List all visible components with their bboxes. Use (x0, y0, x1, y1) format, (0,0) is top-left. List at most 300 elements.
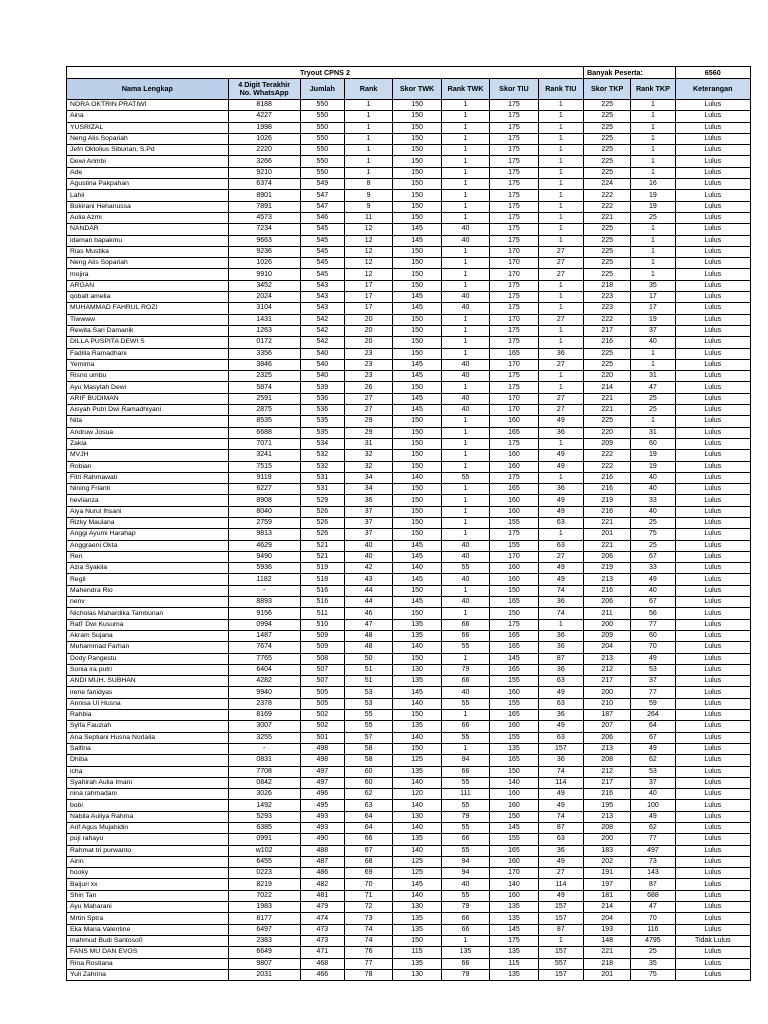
table-row (67, 438, 751, 449)
header-tiu-score: Skor TIU (490, 79, 538, 100)
cell-twk-score: 140 (393, 642, 441, 653)
cell-total: 539 (300, 382, 344, 393)
cell-status: Lulus (675, 405, 751, 416)
cell-tkp-score: 223 (583, 292, 630, 303)
cell-status: Lulus (675, 529, 751, 540)
cell-whatsapp: 1431 (228, 314, 300, 325)
cell-twk-score: 150 (393, 348, 441, 359)
cell-twk-rank: 40 (441, 574, 489, 585)
table-row (67, 405, 751, 416)
cell-tiu-score: 175 (490, 303, 538, 314)
cell-tkp-score: 221 (583, 405, 630, 416)
cell-twk-rank: 1 (441, 167, 489, 178)
cell-twk-score: 150 (393, 100, 441, 111)
cell-twk-score: 135 (393, 676, 441, 687)
cell-tkp-rank: 40 (631, 484, 675, 495)
cell-total: 496 (300, 789, 344, 800)
cell-status: Lulus (675, 258, 751, 269)
cell-tkp-score: 210 (583, 698, 630, 709)
cell-tiu-rank: 49 (538, 721, 583, 732)
cell-status: Lulus (675, 438, 751, 449)
cell-tiu-score: 175 (490, 235, 538, 246)
table-row (67, 529, 751, 540)
cell-tkp-rank: 1 (631, 100, 675, 111)
cell-whatsapp: 0831 (228, 755, 300, 766)
cell-whatsapp: 8901 (228, 190, 300, 201)
cell-twk-rank: 1 (441, 506, 489, 517)
cell-twk-score: 140 (393, 800, 441, 811)
cell-whatsapp: 6497 (228, 924, 300, 935)
cell-name: Annisa Ul Husna (67, 698, 229, 709)
cell-status: Lulus (675, 755, 751, 766)
cell-tiu-rank: 36 (538, 484, 583, 495)
cell-name: nina rahmadani (67, 789, 229, 800)
cell-tkp-score: 223 (583, 303, 630, 314)
cell-status: Lulus (675, 359, 751, 370)
cell-tiu-score: 175 (490, 371, 538, 382)
cell-name: mojira (67, 269, 229, 280)
cell-tkp-score: 201 (583, 529, 630, 540)
cell-name: Sylfa Fauziah (67, 721, 229, 732)
cell-rank: 78 (344, 969, 392, 980)
cell-tiu-rank: 49 (538, 789, 583, 800)
cell-twk-rank: 1 (441, 269, 489, 280)
cell-rank: 58 (344, 743, 392, 754)
table-row (67, 292, 751, 303)
table-row (67, 800, 751, 811)
cell-name: Rizky Maulana (67, 517, 229, 528)
cell-tkp-score: 213 (583, 574, 630, 585)
cell-whatsapp: 7674 (228, 642, 300, 653)
cell-twk-rank: 1 (441, 382, 489, 393)
cell-tkp-rank: 49 (631, 653, 675, 664)
cell-status: Lulus (675, 868, 751, 879)
sheet-title: Tryout CPNS 2 (67, 67, 584, 79)
cell-tkp-score: 204 (583, 913, 630, 924)
cell-tkp-score: 200 (583, 687, 630, 698)
cell-total: 486 (300, 868, 344, 879)
cell-tkp-score: 197 (583, 879, 630, 890)
cell-tiu-score: 175 (490, 337, 538, 348)
cell-tiu-rank: 1 (538, 619, 583, 630)
cell-twk-score: 140 (393, 890, 441, 901)
cell-tiu-score: 135 (490, 913, 538, 924)
cell-tiu-score: 160 (490, 495, 538, 506)
cell-twk-score: 135 (393, 913, 441, 924)
cell-tiu-score: 145 (490, 924, 538, 935)
cell-rank: 37 (344, 529, 392, 540)
cell-total: 535 (300, 427, 344, 438)
cell-tiu-rank: 63 (538, 834, 583, 845)
cell-twk-score: 150 (393, 608, 441, 619)
cell-tkp-score: 221 (583, 947, 630, 958)
table-row (67, 777, 751, 788)
cell-tiu-rank: 74 (538, 585, 583, 596)
cell-tiu-rank: 36 (538, 427, 583, 438)
cell-total: 474 (300, 913, 344, 924)
cell-tkp-rank: 40 (631, 789, 675, 800)
cell-twk-rank: 1 (441, 935, 489, 946)
cell-tkp-score: 204 (583, 642, 630, 653)
cell-twk-rank: 1 (441, 348, 489, 359)
cell-total: 507 (300, 676, 344, 687)
cell-twk-rank: 1 (441, 122, 489, 133)
cell-tkp-score: 209 (583, 438, 630, 449)
cell-tiu-score: 150 (490, 811, 538, 822)
cell-status: Lulus (675, 190, 751, 201)
header-row (67, 79, 751, 100)
cell-tkp-rank: 116 (631, 924, 675, 935)
cell-total: 508 (300, 653, 344, 664)
cell-twk-rank: 79 (441, 902, 489, 913)
table-row (67, 935, 751, 946)
cell-twk-score: 140 (393, 732, 441, 743)
cell-tkp-rank: 40 (631, 585, 675, 596)
cell-tiu-rank: 1 (538, 438, 583, 449)
cell-total: 542 (300, 314, 344, 325)
cell-rank: 44 (344, 597, 392, 608)
cell-tiu-rank: 1 (538, 280, 583, 291)
cell-twk-rank: 40 (441, 303, 489, 314)
cell-tiu-rank: 27 (538, 359, 583, 370)
cell-tkp-rank: 25 (631, 540, 675, 551)
cell-tkp-score: 225 (583, 359, 630, 370)
table-row (67, 133, 751, 144)
cell-total: 498 (300, 743, 344, 754)
cell-tkp-rank: 75 (631, 529, 675, 540)
cell-name: Agustina Pakpahan (67, 179, 229, 190)
table-row (67, 325, 751, 336)
cell-tiu-rank: 87 (538, 924, 583, 935)
cell-twk-rank: 1 (441, 484, 489, 495)
cell-total: 468 (300, 958, 344, 969)
cell-tiu-score: 135 (490, 969, 538, 980)
cell-rank: 1 (344, 111, 392, 122)
cell-tkp-score: 219 (583, 495, 630, 506)
cell-twk-rank: 1 (441, 495, 489, 506)
cell-rank: 42 (344, 563, 392, 574)
cell-tiu-score: 165 (490, 642, 538, 653)
cell-rank: 9 (344, 201, 392, 212)
cell-status: Lulus (675, 890, 751, 901)
cell-name: Regil (67, 574, 229, 585)
cell-tkp-score: 187 (583, 710, 630, 721)
cell-status: Lulus (675, 823, 751, 834)
header-tkp-rank: Rank TKP (631, 79, 675, 100)
cell-twk-score: 125 (393, 755, 441, 766)
cell-total: 516 (300, 597, 344, 608)
cell-total: 510 (300, 619, 344, 630)
cell-total: 550 (300, 156, 344, 167)
cell-tiu-rank: 49 (538, 461, 583, 472)
cell-twk-rank: 40 (441, 687, 489, 698)
cell-tiu-rank: 1 (538, 190, 583, 201)
cell-rank: 58 (344, 755, 392, 766)
cell-twk-rank: 55 (441, 732, 489, 743)
cell-status: Lulus (675, 246, 751, 257)
cell-tiu-rank: 27 (538, 393, 583, 404)
cell-whatsapp: 8188 (228, 100, 300, 111)
cell-status: Lulus (675, 314, 751, 325)
cell-tiu-score: 165 (490, 348, 538, 359)
cell-tiu-score: 175 (490, 382, 538, 393)
cell-whatsapp: 9236 (228, 246, 300, 257)
table-row (67, 212, 751, 223)
cell-twk-score: 150 (393, 201, 441, 212)
cell-rank: 32 (344, 450, 392, 461)
cell-tiu-score: 140 (490, 879, 538, 890)
cell-tiu-rank: 74 (538, 608, 583, 619)
cell-twk-rank: 1 (441, 280, 489, 291)
cell-whatsapp: 2024 (228, 292, 300, 303)
cell-rank: 69 (344, 868, 392, 879)
cell-whatsapp: 6374 (228, 179, 300, 190)
cell-twk-score: 150 (393, 710, 441, 721)
cell-name: Andruw Josua (67, 427, 229, 438)
cell-tkp-score: 219 (583, 563, 630, 574)
cell-name: Neng Alis Sopariah (67, 258, 229, 269)
cell-tkp-rank: 77 (631, 687, 675, 698)
cell-tkp-score: 224 (583, 179, 630, 190)
table-row (67, 235, 751, 246)
cell-tiu-score: 175 (490, 201, 538, 212)
cell-twk-rank: 1 (441, 517, 489, 528)
cell-tkp-rank: 33 (631, 563, 675, 574)
cell-tiu-rank: 1 (538, 337, 583, 348)
cell-tiu-rank: 1 (538, 179, 583, 190)
table-row (67, 224, 751, 235)
table-row (67, 969, 751, 980)
cell-twk-score: 150 (393, 258, 441, 269)
cell-name: Shin Tan (67, 890, 229, 901)
cell-total: 550 (300, 145, 344, 156)
cell-twk-score: 145 (393, 405, 441, 416)
cell-status: Lulus (675, 224, 751, 235)
cell-twk-score: 145 (393, 224, 441, 235)
cell-name: mahmud Budi Santoso0 (67, 935, 229, 946)
cell-tkp-rank: 64 (631, 721, 675, 732)
cell-name: qobalt amelia (67, 292, 229, 303)
cell-status: Lulus (675, 743, 751, 754)
cell-status: Lulus (675, 947, 751, 958)
cell-status: Lulus (675, 969, 751, 980)
cell-rank: 70 (344, 879, 392, 890)
cell-tkp-rank: 1 (631, 156, 675, 167)
cell-total: 531 (300, 472, 344, 483)
cell-name: Robian (67, 461, 229, 472)
cell-total: 507 (300, 664, 344, 675)
cell-tkp-score: 218 (583, 958, 630, 969)
cell-tkp-rank: 4795 (631, 935, 675, 946)
cell-tiu-score: 150 (490, 585, 538, 596)
cell-twk-score: 150 (393, 495, 441, 506)
cell-tiu-rank: 49 (538, 800, 583, 811)
cell-tiu-rank: 1 (538, 201, 583, 212)
cell-status: Lulus (675, 608, 751, 619)
cell-total: 543 (300, 303, 344, 314)
cell-name: Airin (67, 856, 229, 867)
cell-tiu-score: 160 (490, 461, 538, 472)
cell-status: Lulus (675, 721, 751, 732)
cell-tkp-rank: 56 (631, 608, 675, 619)
cell-status: Lulus (675, 517, 751, 528)
cell-rank: 50 (344, 653, 392, 664)
cell-name: Dody Pangestu (67, 653, 229, 664)
cell-status: Tidak Lulus (675, 935, 751, 946)
cell-tiu-score: 155 (490, 517, 538, 528)
cell-whatsapp: 2220 (228, 145, 300, 156)
cell-tkp-score: 206 (583, 551, 630, 562)
cell-tiu-score: 175 (490, 529, 538, 540)
cell-tkp-rank: 70 (631, 642, 675, 653)
cell-tkp-rank: 40 (631, 472, 675, 483)
table-row (67, 856, 751, 867)
cell-twk-score: 140 (393, 563, 441, 574)
cell-tiu-score: 170 (490, 393, 538, 404)
cell-twk-rank: 94 (441, 856, 489, 867)
cell-tiu-score: 135 (490, 947, 538, 958)
cell-twk-rank: 40 (441, 393, 489, 404)
cell-total: 502 (300, 721, 344, 732)
cell-tkp-rank: 25 (631, 517, 675, 528)
cell-tkp-score: 221 (583, 517, 630, 528)
cell-name: Salfina (67, 743, 229, 754)
cell-status: Lulus (675, 563, 751, 574)
cell-status: Lulus (675, 845, 751, 856)
cell-status: Lulus (675, 472, 751, 483)
table-row (67, 359, 751, 370)
cell-tkp-rank: 67 (631, 597, 675, 608)
cell-whatsapp: 3356 (228, 348, 300, 359)
cell-tkp-rank: 77 (631, 619, 675, 630)
cell-twk-score: 140 (393, 472, 441, 483)
cell-status: Lulus (675, 100, 751, 111)
cell-total: 502 (300, 710, 344, 721)
cell-status: Lulus (675, 382, 751, 393)
cell-whatsapp: 7022 (228, 890, 300, 901)
table-row (67, 823, 751, 834)
cell-tkp-rank: 31 (631, 427, 675, 438)
cell-tkp-rank: 75 (631, 969, 675, 980)
cell-tkp-rank: 37 (631, 676, 675, 687)
cell-twk-rank: 1 (441, 653, 489, 664)
cell-tiu-score: 175 (490, 100, 538, 111)
cell-whatsapp: 3241 (228, 450, 300, 461)
cell-name: Jefri Oktolius Siburian, S.Pd (67, 145, 229, 156)
cell-twk-rank: 1 (441, 111, 489, 122)
cell-total: 547 (300, 190, 344, 201)
cell-twk-score: 150 (393, 743, 441, 754)
cell-whatsapp: 7071 (228, 438, 300, 449)
cell-status: Lulus (675, 687, 751, 698)
cell-tkp-rank: 60 (631, 630, 675, 641)
cell-name: Rafi' Dwi Kusuma (67, 619, 229, 630)
cell-tiu-rank: 74 (538, 811, 583, 822)
cell-tkp-rank: 19 (631, 201, 675, 212)
cell-status: Lulus (675, 958, 751, 969)
cell-twk-score: 140 (393, 698, 441, 709)
cell-name: Akram Sujana (67, 630, 229, 641)
cell-twk-rank: 1 (441, 314, 489, 325)
cell-name: hooky (67, 868, 229, 879)
cell-twk-score: 145 (393, 359, 441, 370)
cell-total: 540 (300, 371, 344, 382)
cell-twk-rank: 66 (441, 958, 489, 969)
cell-tkp-rank: 47 (631, 382, 675, 393)
cell-twk-score: 150 (393, 517, 441, 528)
cell-twk-score: 150 (393, 246, 441, 257)
cell-twk-score: 135 (393, 721, 441, 732)
cell-total: 498 (300, 755, 344, 766)
cell-twk-rank: 40 (441, 371, 489, 382)
cell-status: Lulus (675, 133, 751, 144)
cell-rank: 17 (344, 292, 392, 303)
cell-whatsapp: 1492 (228, 800, 300, 811)
cell-tkp-rank: 35 (631, 280, 675, 291)
cell-status: Lulus (675, 145, 751, 156)
cell-whatsapp: 7765 (228, 653, 300, 664)
cell-tkp-score: 200 (583, 834, 630, 845)
cell-whatsapp: 8908 (228, 495, 300, 506)
cell-tiu-rank: 36 (538, 630, 583, 641)
cell-twk-rank: 1 (441, 529, 489, 540)
cell-tkp-score: 217 (583, 325, 630, 336)
cell-twk-score: 150 (393, 337, 441, 348)
cell-name: Yuli Zahrina (67, 969, 229, 980)
cell-name: Sonia ira putri (67, 664, 229, 675)
cell-status: Lulus (675, 585, 751, 596)
cell-tiu-rank: 114 (538, 777, 583, 788)
cell-tiu-score: 155 (490, 540, 538, 551)
cell-tiu-rank: 27 (538, 314, 583, 325)
cell-name: MVJH (67, 450, 229, 461)
cell-whatsapp: 0991 (228, 834, 300, 845)
table-row (67, 947, 751, 958)
cell-tiu-score: 175 (490, 145, 538, 156)
cell-tkp-rank: 73 (631, 856, 675, 867)
cell-twk-score: 150 (393, 427, 441, 438)
cell-whatsapp: 2325 (228, 371, 300, 382)
cell-total: 526 (300, 529, 344, 540)
cell-rank: 26 (344, 382, 392, 393)
cell-twk-score: 125 (393, 856, 441, 867)
cell-total: 473 (300, 935, 344, 946)
table-row (67, 755, 751, 766)
cell-total: 482 (300, 879, 344, 890)
cell-tkp-score: 193 (583, 924, 630, 935)
cell-rank: 36 (344, 495, 392, 506)
cell-status: Lulus (675, 122, 751, 133)
cell-status: Lulus (675, 834, 751, 845)
cell-tkp-score: 225 (583, 348, 630, 359)
cell-twk-rank: 94 (441, 755, 489, 766)
cell-total: 519 (300, 563, 344, 574)
cell-tkp-score: 225 (583, 133, 630, 144)
table-row (67, 201, 751, 212)
cell-status: Lulus (675, 902, 751, 913)
table-row (67, 766, 751, 777)
cell-name: Syahirah Aulia Imani (67, 777, 229, 788)
cell-tiu-score: 145 (490, 823, 538, 834)
cell-tkp-rank: 87 (631, 879, 675, 890)
cell-rank: 67 (344, 845, 392, 856)
cell-tkp-rank: 1 (631, 111, 675, 122)
cell-tiu-score: 175 (490, 292, 538, 303)
cell-total: 473 (300, 924, 344, 935)
cell-tiu-rank: 1 (538, 224, 583, 235)
cell-tkp-score: 212 (583, 766, 630, 777)
cell-rank: 1 (344, 156, 392, 167)
